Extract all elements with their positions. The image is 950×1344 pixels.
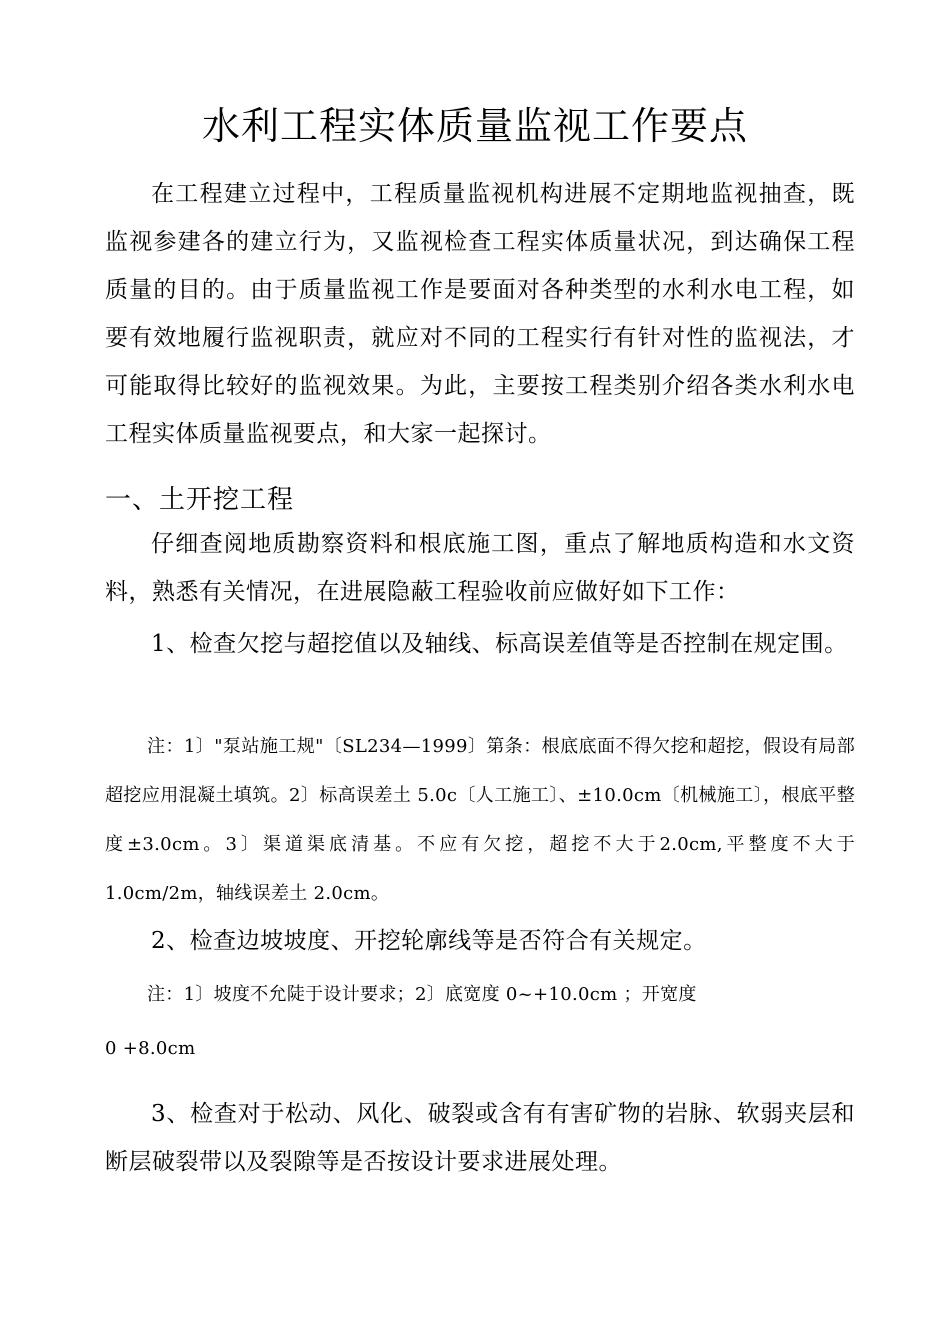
note-1-paragraph: 注：1〕"泵站施工规"〔SL234—1999〕第条：根底底面不得欠挖和超挖，假设有局部超挖应用混凝土填筑。2〕标高误差土 5.0c〔人工施工〕、±10.0cm〔机械施工〕，根底平整度±3.0cm。3〕渠道渠底清基。不应有欠挖，超挖不大于2.0cm,平整度不大于1.0cm/2m，轴线误差土 2.0cm。	[105, 736, 855, 904]
item-3-paragraph: 3、检查对于松动、风化、破裂或含有有害矿物的岩脉、软弱夹层和断层破裂带以及裂隙等是否按设计要求进展处理。	[105, 1101, 855, 1175]
item-1-paragraph: 1、检查欠挖与超挖值以及轴线、标高误差值等是否控制在规定围。	[151, 631, 848, 657]
section-intro-paragraph: 仔细查阅地质勘察资料和根底施工图，重点了解地质构造和水文资料，熟悉有关情况，在进展隐蔽工程验收前应做好如下工作：	[105, 531, 855, 605]
intro-paragraph: 在工程建立过程中，工程质量监视机构进展不定期地监视抽查，既监视参建各的建立行为，又监视检查工程实体质量状况，到达确保工程质量的目的。由于质量监视工作是要面对各种类型的水利水电工程，如要有效地履行监视职责，就应对不同的工程实行有针对性的监视法，才可能取得比较好的监视效果。为此，主要按工程类别介绍各类水利水电工程实体质量监视要点，和大家一起探讨。	[105, 181, 855, 447]
section-heading: 一、土开挖工程	[105, 485, 295, 515]
item-2-paragraph: 2、检查边坡坡度、开挖轮廓线等是否符合有关规定。	[151, 928, 707, 954]
note-2-line-1: 注：1〕坡度不允陡于设计要求；2〕底宽度 0~+10.0cm ；开宽度	[147, 984, 697, 1005]
document-title: 水利工程实体质量监视工作要点	[201, 104, 748, 148]
note-2-line-2: 0 +8.0cm	[105, 1038, 196, 1059]
